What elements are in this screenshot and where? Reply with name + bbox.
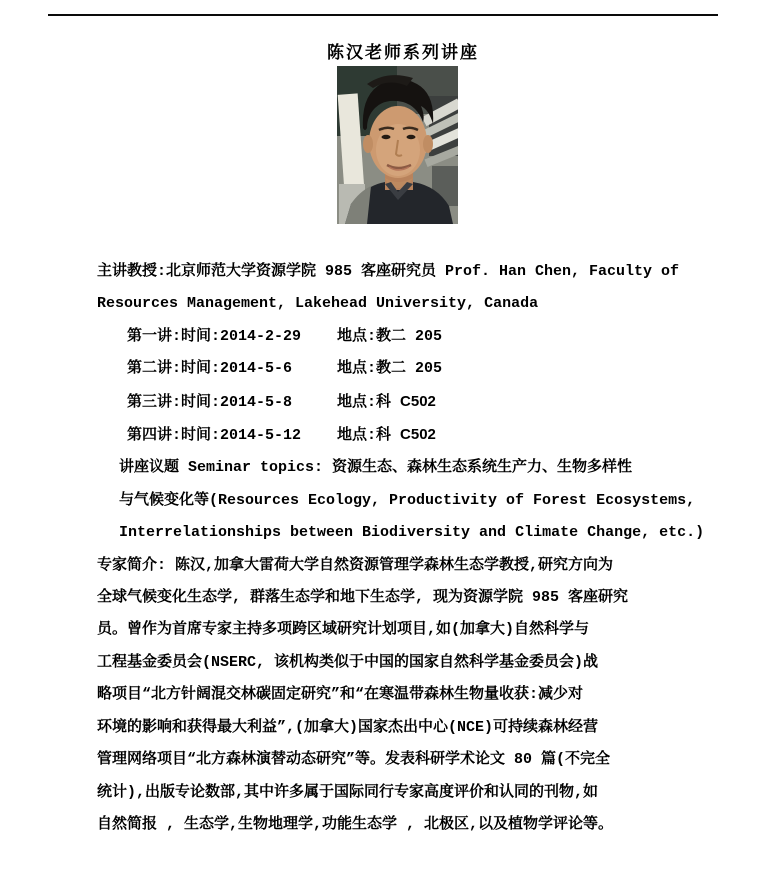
bio-line-7: 管理网络项目“北方森林演替动态研究”等。发表科研学术论文 80 篇(不完全 bbox=[97, 751, 611, 769]
professor-line-2: Resources Management, Lakehead University, Canada bbox=[97, 295, 539, 313]
topics-line-3: Interrelationships between Biodiversity and Climate Change, etc.) bbox=[119, 524, 705, 542]
schedule-4-room: C502 bbox=[400, 426, 436, 444]
schedule-2-room: 205 bbox=[415, 360, 443, 378]
bio-line-1: 专家简介: 陈汉,加拿大雷荷大学自然资源管理学森林生态学教授,研究方向为 bbox=[97, 556, 614, 574]
bio-line-3: 员。曾作为首席专家主持多项跨区域研究计划项目,如(加拿大)自然科学与 bbox=[97, 621, 590, 639]
schedule-line-3 bbox=[97, 386, 677, 419]
topics-line-2: 与气候变化等(Resources Ecology, Productivity of Forest Ecosystems, bbox=[119, 491, 696, 509]
schedule-line-2 bbox=[97, 353, 677, 385]
portrait-photo-illustration bbox=[337, 66, 458, 224]
bio-line-2: 全球气候变化生态学, 群落生态学和地下生态学, 现为资源学院 985 客座研究 bbox=[97, 589, 629, 607]
bio-line-9: 自然简报 , 生态学,生物地理学,功能生态学 , 北极区,以及植物学评论等。 bbox=[97, 815, 614, 833]
bio-line-5: 略项目“北方针阔混交林碳固定研究”和“在寒温带森林生物量收获:减少对 bbox=[97, 686, 584, 704]
schedule-2-text: 第二讲:时间:2014-5-6 地点:教二 bbox=[127, 360, 416, 378]
schedule-4-text: 第四讲:时间:2014-5-12 地点:科 bbox=[127, 427, 401, 445]
bio-line-6: 环境的影响和获得最大利益”,(加拿大)国家杰出中心(NCE)可持续森林经营 bbox=[97, 718, 599, 736]
page-top-rule bbox=[48, 14, 718, 16]
portrait-photo bbox=[337, 66, 458, 224]
bio-line-8: 统计),出版专论数部,其中许多属于国际同行专家高度评价和认同的刊物,如 bbox=[97, 783, 599, 801]
schedule-line-4 bbox=[97, 419, 677, 452]
schedule-line-1 bbox=[97, 321, 677, 353]
schedule-3-room: C502 bbox=[400, 392, 436, 410]
bio-line-4: 工程基金委员会(NSERC, 该机构类似于中国的国家自然科学基金委员会)战 bbox=[97, 653, 599, 671]
page-title: 陈汉老师系列讲座 bbox=[327, 43, 479, 62]
schedule-1-text: 第一讲:时间:2014-2-29 地点:教二 bbox=[127, 327, 416, 345]
schedule-1-room: 205 bbox=[415, 327, 443, 345]
document-body bbox=[97, 256, 705, 841]
professor-line-1: 主讲教授:北京师范大学资源学院 985 客座研究员 Prof. Han Chen, Faculty of bbox=[97, 263, 680, 280]
schedule-3-text: 第三讲:时间:2014-5-8 地点:科 bbox=[127, 393, 401, 411]
topics-line-1: 讲座议题 Seminar topics: 资源生态、森林生态系统生产力、生物多样性 bbox=[119, 459, 633, 477]
